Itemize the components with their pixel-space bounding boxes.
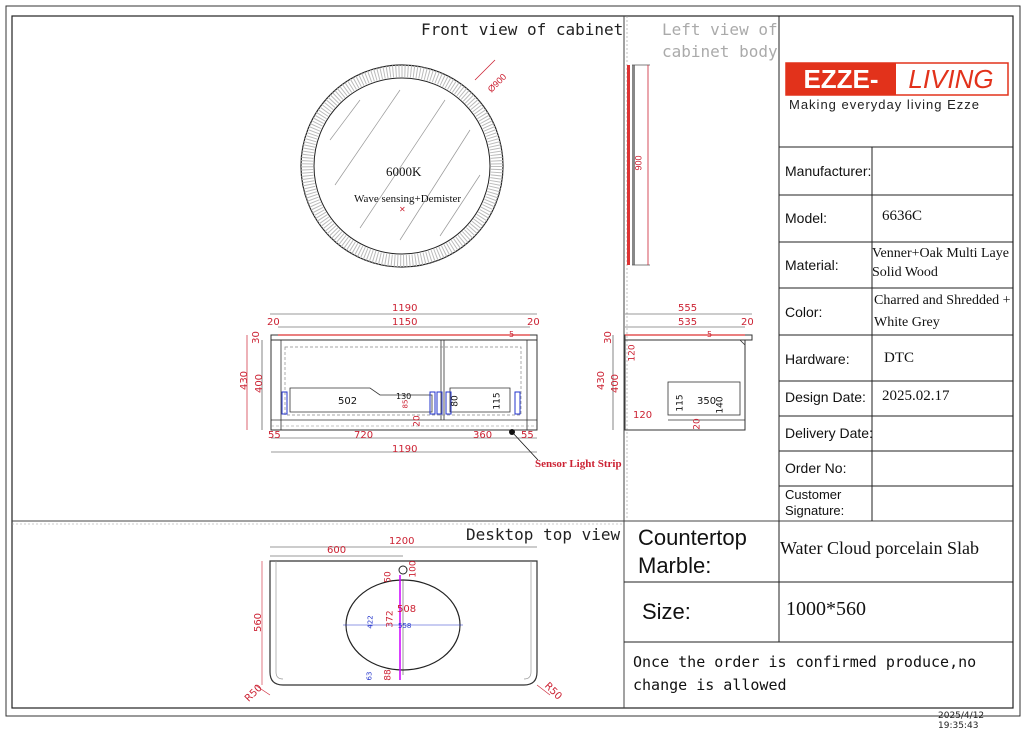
desktop-top-title: Desktop top view <box>466 525 621 544</box>
spec-label-model: Model: <box>785 210 828 226</box>
dim-side-140: 140 <box>715 396 726 414</box>
dim-top-r50-right: R50 <box>541 680 564 703</box>
dim-front-360: 360 <box>473 430 493 441</box>
dim-front-1190-top: 1190 <box>392 303 418 314</box>
spec-value-hardware: DTC <box>884 350 914 366</box>
countertop-label-line2: Marble: <box>638 553 712 578</box>
dim-top-600: 600 <box>327 545 347 556</box>
dim-top-422: 422 <box>366 615 375 629</box>
dim-side-20: 20 <box>741 317 754 328</box>
dim-front-20-inner: 20 <box>412 415 423 427</box>
timestamp: 2025/4/12 19:35:43 <box>938 711 985 731</box>
spec-label-manufacturer: Manufacturer: <box>785 163 872 179</box>
dim-top-r50-left: R50 <box>242 682 265 705</box>
front-cabinet-drawing <box>247 314 538 460</box>
dim-top-560: 560 <box>253 612 265 633</box>
size-value: 1000*560 <box>786 598 866 620</box>
spec-value-design-date: 2025.02.17 <box>882 388 950 404</box>
spec-value-material: Venner+Oak Multi Laye Solid Wood <box>872 246 1009 280</box>
spec-label-order-no: Order No: <box>785 460 847 476</box>
dim-front-130: 130 <box>396 392 412 401</box>
dim-top-50: 50 <box>383 571 394 583</box>
dim-front-80: 80 <box>450 395 461 407</box>
dim-top-63: 63 <box>365 671 374 681</box>
dim-front-400: 400 <box>254 373 266 394</box>
dim-front-1190-bottom: 1190 <box>392 444 418 455</box>
dim-side-20-bottom: 20 <box>692 418 703 430</box>
dim-front-85: 85 <box>401 399 410 409</box>
mirror-diameter-label: Ø900 <box>485 71 509 95</box>
dim-side-400: 400 <box>610 373 622 394</box>
dim-side-5: 5 <box>707 330 713 339</box>
mirror-height-label: 900 <box>633 155 644 171</box>
dim-side-555: 555 <box>678 303 698 314</box>
countertop-label-line1: Countertop <box>638 525 747 550</box>
left-view-title-2: cabinet body <box>662 42 778 61</box>
dim-top-88: 88 <box>383 669 394 681</box>
dim-side-115: 115 <box>675 394 686 412</box>
mirror-light-label: 6000K <box>386 164 422 179</box>
dim-top-1200: 1200 <box>389 536 415 547</box>
size-label: Size: <box>642 599 691 624</box>
spec-value-model: 6636C <box>882 208 923 224</box>
dim-side-430: 430 <box>596 370 608 391</box>
brand-logo <box>786 63 1008 95</box>
countertop-value: Water Cloud porcelain Slab <box>780 538 979 558</box>
spec-label-material: Material: <box>785 257 839 273</box>
dim-front-55-left: 55 <box>268 430 281 441</box>
dim-top-100: 100 <box>408 560 419 578</box>
spec-label-customer-signature: Customer Signature: <box>785 487 845 518</box>
dim-side-120-bottom: 120 <box>633 410 653 421</box>
dim-side-535: 535 <box>678 317 698 328</box>
brand-tagline: Making everyday living Ezze <box>789 97 981 112</box>
dim-side-350: 350 <box>697 396 717 407</box>
dim-front-5: 5 <box>509 330 515 339</box>
spec-label-color: Color: <box>785 304 823 320</box>
spec-value-color: Charred and Shredded + White Grey <box>874 293 1011 330</box>
svg-text:✕: ✕ <box>399 205 406 214</box>
dim-top-558: 558 <box>398 622 412 630</box>
spec-label-design-date: Design Date: <box>785 389 866 405</box>
dim-front-20-right: 20 <box>527 317 540 328</box>
spec-label-delivery-date: Delivery Date: <box>785 425 873 441</box>
sensor-light-label: Sensor Light Strip <box>535 458 622 470</box>
logo-right-text: LIVING <box>908 64 994 94</box>
dim-top-372: 372 <box>385 610 396 628</box>
dim-side-120-top: 120 <box>627 344 638 362</box>
dim-front-115: 115 <box>492 392 503 410</box>
desktop-top-drawing <box>255 547 550 695</box>
dim-front-20-left: 20 <box>267 317 280 328</box>
dim-front-430: 430 <box>239 370 251 391</box>
left-view-title-1: Left view of <box>662 20 778 39</box>
dim-front-502: 502 <box>338 396 358 407</box>
order-note-line2: change is allowed <box>633 676 787 694</box>
spec-label-hardware: Hardware: <box>785 351 850 367</box>
dim-side-30: 30 <box>602 331 614 344</box>
dim-front-1150: 1150 <box>392 317 418 328</box>
dim-front-55-right: 55 <box>521 430 534 441</box>
dim-front-30: 30 <box>250 331 262 344</box>
order-note-line1: Once the order is confirmed produce,no <box>633 653 977 671</box>
dim-top-508: 508 <box>397 604 417 615</box>
outer-border <box>6 6 1020 716</box>
front-view-title: Front view of cabinet <box>421 20 624 39</box>
dim-front-720: 720 <box>354 430 374 441</box>
logo-left-text: EZZE- <box>803 64 879 94</box>
mirror-feature-label: Wave sensing+Demister <box>354 193 462 205</box>
